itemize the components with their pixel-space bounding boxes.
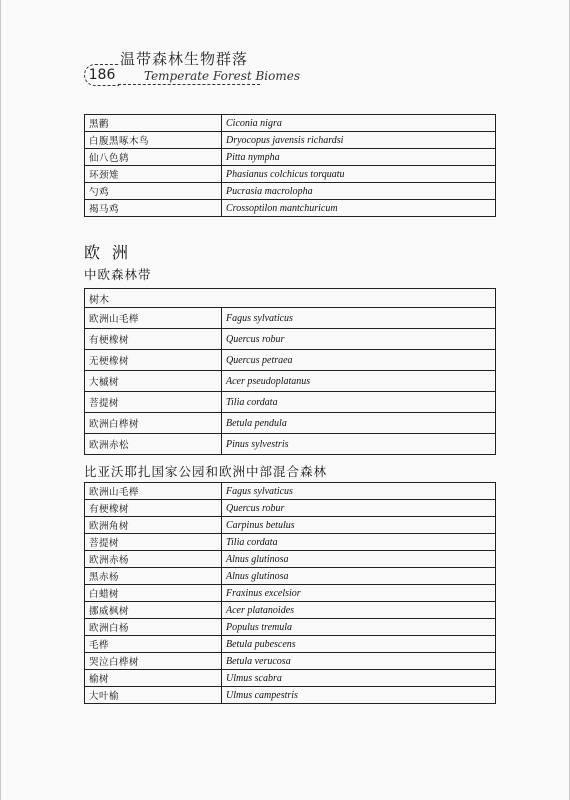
table-row [85, 166, 496, 183]
scientific-name-cell: Fagus sylvaticus [222, 308, 496, 329]
common-name-cell: 菩提树 [85, 392, 222, 413]
scientific-name-cell: Pitta nympha [222, 149, 496, 166]
table-row [85, 413, 496, 434]
section-heading-central-europe: 中欧森林带 [84, 267, 152, 282]
common-name-cell: 挪威枫树 [85, 602, 222, 619]
running-header [84, 48, 301, 98]
scientific-name-cell: Crossoptilon mantchuricum [222, 200, 496, 217]
group-label-trees: 树木 [85, 289, 496, 308]
common-name-cell: 环颈雉 [85, 166, 222, 183]
scientific-name-cell: Alnus glutinosa [222, 551, 496, 568]
scientific-name-cell: Carpinus betulus [222, 517, 496, 534]
table-row [85, 585, 496, 602]
species-table-bialowieza [84, 482, 496, 704]
table-row [85, 350, 496, 371]
scientific-name-cell: Alnus glutinosa [222, 568, 496, 585]
table-group-row [85, 289, 496, 308]
table-row [85, 636, 496, 653]
scientific-name-cell: Ulmus campestris [222, 687, 496, 704]
table-row [85, 149, 496, 166]
table-row [85, 200, 496, 217]
table-row [85, 517, 496, 534]
common-name-cell: 毛桦 [85, 636, 222, 653]
common-name-cell: 黑赤杨 [85, 568, 222, 585]
table-row [85, 551, 496, 568]
scientific-name-cell: Phasianus colchicus torquatu [222, 166, 496, 183]
table-row [85, 371, 496, 392]
common-name-cell: 欧洲白杨 [85, 619, 222, 636]
table-row [85, 568, 496, 585]
common-name-cell: 榆树 [85, 670, 222, 687]
table-row [85, 308, 496, 329]
scientific-name-cell: Pinus sylvestris [222, 434, 496, 455]
page-number: 186 [84, 64, 119, 86]
scientific-name-cell: Betula verucosa [222, 653, 496, 670]
species-table-birds [84, 114, 496, 217]
scientific-name-cell: Fraxinus excelsior [222, 585, 496, 602]
scientific-name-cell: Betula pendula [222, 413, 496, 434]
book-subtitle: Temperate Forest Biomes [144, 69, 301, 83]
common-name-cell: 欧洲角树 [85, 517, 222, 534]
table-row [85, 183, 496, 200]
common-name-cell: 大槭树 [85, 371, 222, 392]
common-name-cell: 勺鸡 [85, 183, 222, 200]
table-row [85, 500, 496, 517]
table-row [85, 653, 496, 670]
scientific-name-cell: Fagus sylvaticus [222, 483, 496, 500]
common-name-cell: 欧洲白桦树 [85, 413, 222, 434]
common-name-cell: 菩提树 [85, 534, 222, 551]
common-name-cell: 黑鹳 [85, 115, 222, 132]
common-name-cell: 欧洲赤杨 [85, 551, 222, 568]
common-name-cell: 白蜡树 [85, 585, 222, 602]
scientific-name-cell: Tilia cordata [222, 392, 496, 413]
common-name-cell: 无梗橡树 [85, 350, 222, 371]
common-name-cell: 仙八色鸫 [85, 149, 222, 166]
scientific-name-cell: Pucrasia macrolopha [222, 183, 496, 200]
table-row [85, 687, 496, 704]
table-row [85, 670, 496, 687]
common-name-cell: 褐马鸡 [85, 200, 222, 217]
section-heading-bialowieza: 比亚沃耶扎国家公园和欧洲中部混合森林 [84, 464, 328, 479]
table-row [85, 392, 496, 413]
scientific-name-cell: Acer pseudoplatanus [222, 371, 496, 392]
table-row [85, 483, 496, 500]
page-edge [0, 0, 1, 800]
table-row [85, 115, 496, 132]
table-row [85, 602, 496, 619]
common-name-cell: 白腹黑啄木鸟 [85, 132, 222, 149]
common-name-cell: 欧洲山毛榉 [85, 308, 222, 329]
header-divider [118, 84, 260, 85]
common-name-cell: 欧洲山毛榉 [85, 483, 222, 500]
scientific-name-cell: Quercus robur [222, 500, 496, 517]
common-name-cell: 大叶榆 [85, 687, 222, 704]
common-name-cell: 哭泣白桦树 [85, 653, 222, 670]
table-row [85, 329, 496, 350]
scientific-name-cell: Ciconia nigra [222, 115, 496, 132]
scientific-name-cell: Quercus petraea [222, 350, 496, 371]
scientific-name-cell: Tilia cordata [222, 534, 496, 551]
scientific-name-cell: Betula pubescens [222, 636, 496, 653]
species-table-central-europe [84, 288, 496, 455]
table-row [85, 132, 496, 149]
scientific-name-cell: Quercus robur [222, 329, 496, 350]
scientific-name-cell: Ulmus scabra [222, 670, 496, 687]
table-row [85, 434, 496, 455]
book-title: 温带森林生物群落 [120, 50, 249, 68]
common-name-cell: 有梗橡树 [85, 500, 222, 517]
table-row [85, 619, 496, 636]
scientific-name-cell: Populus tremula [222, 619, 496, 636]
region-heading: 欧洲 [84, 243, 141, 262]
common-name-cell: 欧洲赤松 [85, 434, 222, 455]
scientific-name-cell: Dryocopus javensis richardsi [222, 132, 496, 149]
common-name-cell: 有梗橡树 [85, 329, 222, 350]
scientific-name-cell: Acer platanoides [222, 602, 496, 619]
table-row [85, 534, 496, 551]
